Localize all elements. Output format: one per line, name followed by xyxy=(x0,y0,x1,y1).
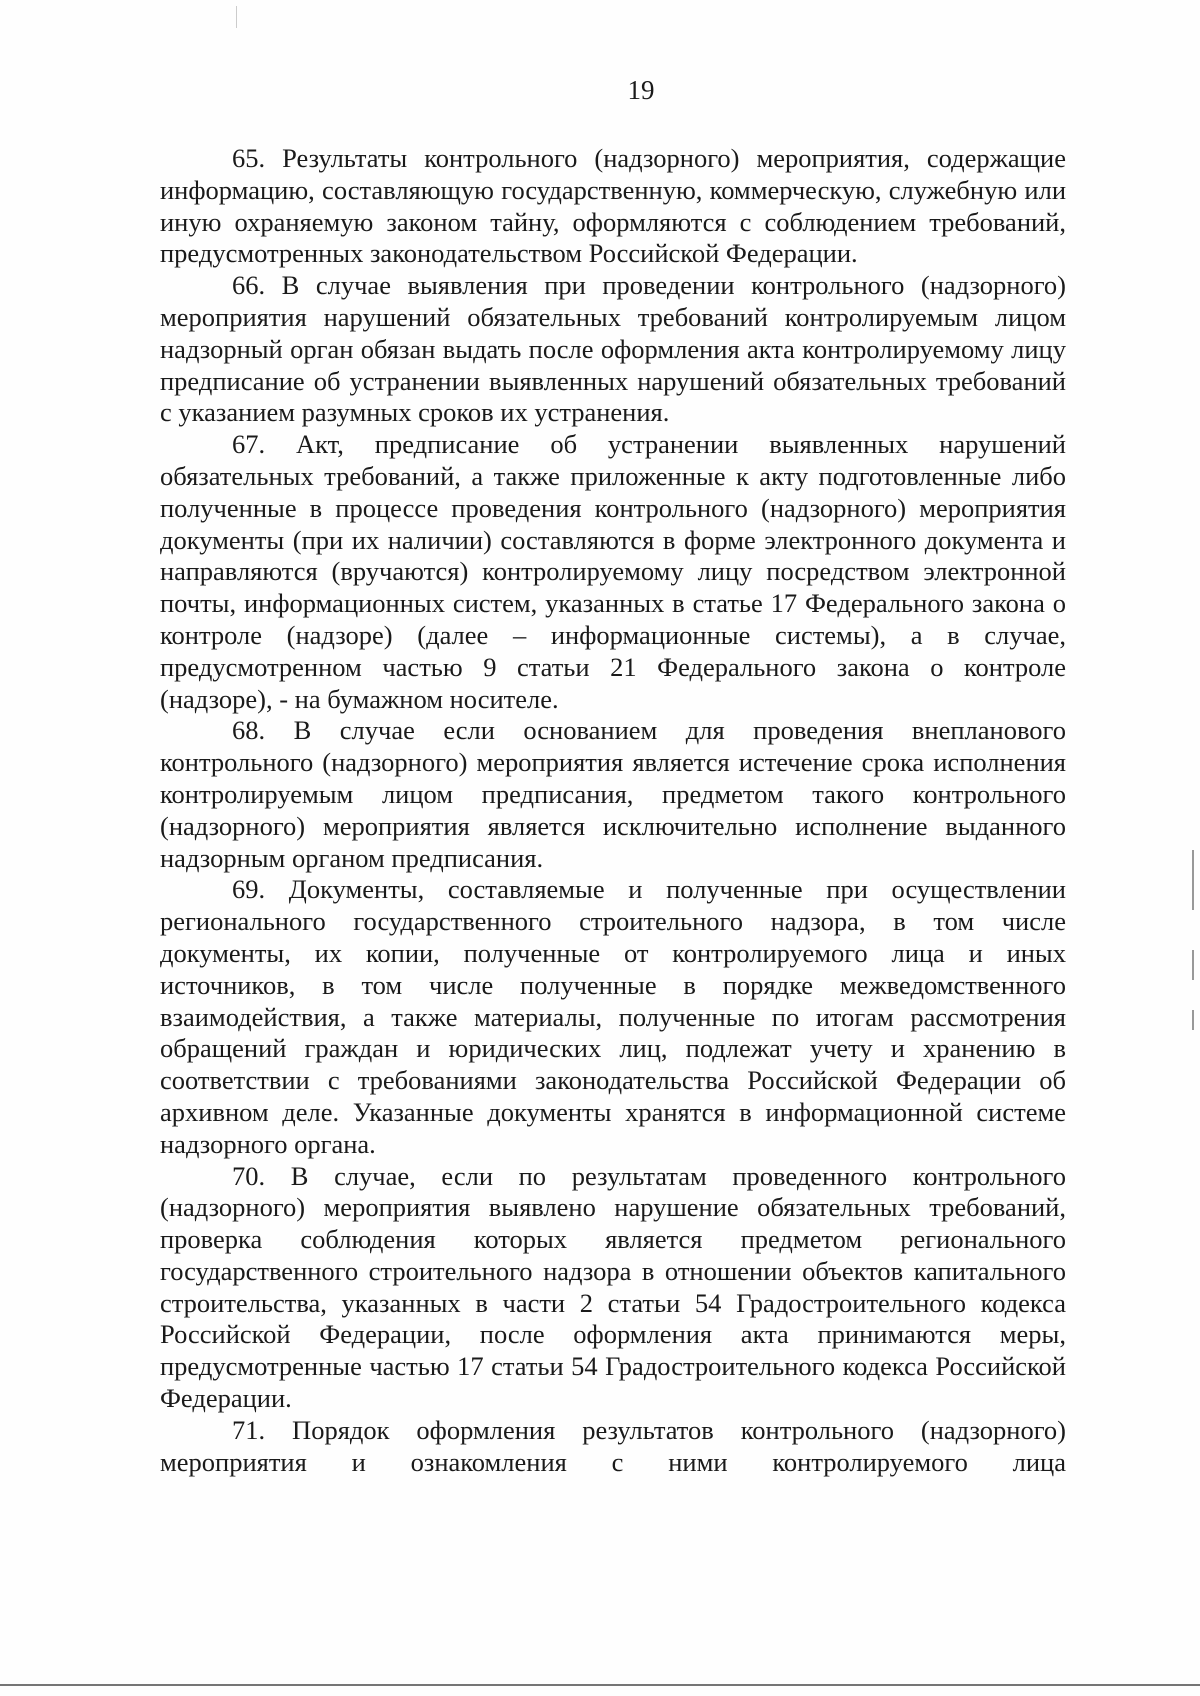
paragraph-70: 70. В случае, если по результатам проведенного контрольного (надзорного) мероприятия выявлено нарушение обязательных требований, проверка соблюдения которых является предметом регионального государственного строительного надзора в отношении объектов капитального строительства, указанных в части 2 статьи 54 Градостроительного кодекса Российской Федерации, после оформления акта принимаются меры, предусмотренные частью 17 статьи 54 Градостроительного кодекса Российской Федерации. xyxy=(160,1160,1066,1414)
paragraph-68: 68. В случае если основанием для проведения внепланового контрольного (надзорного) мероприятия является истечение срока исполнения контролируемым лицом предписания, предметом такого контрольного (надзорного) мероприятия является исключительно исполнение выданного надзорным органом предписания. xyxy=(160,715,1066,873)
paragraph-66: 66. В случае выявления при проведении контрольного (надзорного) мероприятия нарушений обязательных требований контролируемым лицом надзорный орган обязан выдать после оформления акта контролируемому лицу предписание об устранении выявленных нарушений обязательных требований с указанием разумных сроков их устранения. xyxy=(160,270,1066,428)
scan-artifact-right-3 xyxy=(1192,1010,1194,1030)
scan-artifact-bottom-line xyxy=(0,1684,1200,1686)
scan-artifact-right-2 xyxy=(1192,950,1194,980)
paragraph-69: 69. Документы, составляемые и полученные при осуществлении регионального государственного строительного надзора, в том числе документы, их копии, полученные от контролируемого лица и иных источников, в том числе полученные в порядке межведомственного взаимодействия, а также материалы, полученные по итогам рассмотрения обращений граждан и юридических лиц, подлежат учету и хранению в соответствии с требованиями законодательства Российской Федерации об архивном деле. Указанные документы хранятся в информационной системе надзорного органа. xyxy=(160,874,1066,1159)
scan-artifact-top xyxy=(236,6,237,28)
document-body xyxy=(160,143,1066,1478)
scan-artifact-right-1 xyxy=(1192,850,1194,910)
paragraph-71: 71. Порядок оформления результатов контрольного (надзорного) мероприятия и ознакомления с ними контролируемого лица xyxy=(160,1414,1066,1477)
page-number: 19 xyxy=(627,75,655,105)
paragraph-67: 67. Акт, предписание об устранении выявленных нарушений обязательных требований, а также приложенные к акту подготовленные либо полученные в процессе проведения контрольного (надзорного) мероприятия документы (при их наличии) составляются в форме электронного документа и направляются (вручаются) контролируемому лицу посредством электронной почты, информационных систем, указанных в статье 17 Федерального закона о контроле (надзоре) (далее – информационные системы), а в случае, предусмотренном частью 9 статьи 21 Федерального закона о контроле (надзоре), - на бумажном носителе. xyxy=(160,429,1066,714)
paragraph-65: 65. Результаты контрольного (надзорного) мероприятия, содержащие информацию, составляющую государственную, коммерческую, служебную или иную охраняемую законом тайну, оформляются с соблюдением требований, предусмотренных законодательством Российской Федерации. xyxy=(160,143,1066,269)
